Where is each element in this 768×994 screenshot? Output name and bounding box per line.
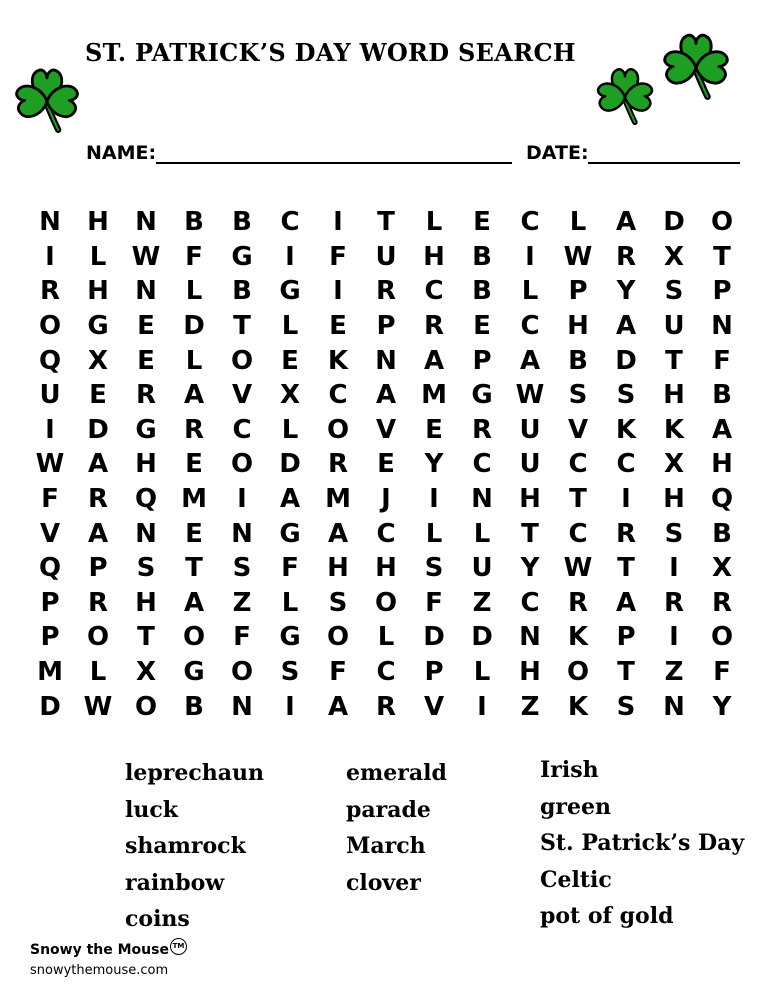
grid-letter: I — [669, 553, 679, 584]
grid-letter: A — [327, 691, 349, 722]
grid-letter: P — [376, 311, 396, 342]
grid-letter: G — [87, 311, 109, 342]
grid-letter: K — [615, 414, 637, 445]
grid-letter: M — [421, 380, 447, 411]
word-list-column-3 — [540, 753, 744, 936]
grid-letter: F — [425, 587, 443, 618]
grid-letter: L — [281, 311, 299, 342]
shamrock-icon — [660, 28, 732, 102]
grid-letter: X — [279, 380, 301, 411]
grid-letter: C — [568, 518, 588, 549]
grid-letter: G — [471, 380, 493, 411]
grid-letter: V — [375, 414, 397, 445]
word-list-item: Irish — [540, 757, 599, 783]
grid-letter: L — [281, 414, 299, 445]
grid-letter: A — [183, 380, 205, 411]
grid-letter: A — [327, 518, 349, 549]
grid-letter: F — [713, 657, 731, 688]
grid-letter: N — [663, 691, 685, 722]
grid-letter: B — [712, 518, 732, 549]
grid-letter: H — [135, 449, 157, 480]
grid-letter: I — [333, 207, 343, 238]
grid-letter: P — [712, 276, 732, 307]
word-list-item: luck — [125, 796, 178, 823]
grid-letter: V — [231, 380, 253, 411]
grid-letter: T — [617, 553, 635, 584]
grid-letter: E — [185, 518, 203, 549]
grid-letter: U — [471, 553, 493, 584]
grid-letter: E — [89, 380, 107, 411]
grid-letter: U — [519, 414, 541, 445]
grid-letter: C — [280, 207, 300, 238]
grid-letter: L — [569, 207, 587, 238]
grid-letter: E — [473, 207, 491, 238]
grid-letter: O — [38, 311, 62, 342]
grid-letter: H — [519, 484, 541, 515]
grid-letter: N — [375, 345, 397, 376]
grid-letter: O — [230, 657, 254, 688]
grid-letter: C — [520, 311, 540, 342]
grid-letter: P — [88, 553, 108, 584]
date-field[interactable] — [588, 162, 740, 164]
grid-letter: Z — [472, 587, 492, 618]
shamrock-icon — [12, 62, 82, 136]
grid-letter: Z — [520, 691, 540, 722]
word-list-item: leprechaun — [125, 760, 264, 786]
grid-letter: D — [39, 691, 61, 722]
word-list-item: pot of gold — [540, 903, 674, 929]
grid-letter: K — [567, 622, 589, 653]
grid-letter: A — [519, 345, 541, 376]
grid-letter: H — [87, 276, 109, 307]
grid-letter: E — [137, 311, 155, 342]
grid-letter: R — [375, 691, 397, 722]
grid-letter: H — [327, 553, 349, 584]
grid-letter: N — [135, 518, 157, 549]
grid-letter: P — [40, 587, 60, 618]
grid-letter: S — [328, 587, 348, 618]
grid-letter: H — [375, 553, 397, 584]
word-list-item: Celtic — [540, 866, 612, 893]
grid-letter: L — [473, 518, 491, 549]
grid-letter: E — [281, 345, 299, 376]
grid-letter: P — [568, 276, 588, 307]
word-list-item: clover — [346, 869, 421, 896]
grid-letter: O — [710, 622, 734, 653]
name-date-fields — [86, 140, 740, 166]
grid-letter: R — [423, 311, 445, 342]
brand-url: snowythemouse.com — [30, 963, 169, 978]
grid-letter: Y — [520, 553, 540, 584]
grid-letter: A — [615, 207, 637, 238]
grid-letter: G — [279, 622, 301, 653]
grid-letter: G — [135, 414, 157, 445]
grid-letter: L — [185, 345, 203, 376]
grid-letter: M — [325, 484, 351, 515]
grid-letter: N — [471, 484, 493, 515]
grid-letter: R — [327, 449, 349, 480]
grid-letter: P — [616, 622, 636, 653]
grid-letter: Q — [38, 345, 62, 376]
word-list-item: emerald — [346, 760, 447, 786]
grid-letter: A — [279, 484, 301, 515]
grid-letter: K — [567, 691, 589, 722]
grid-letter: I — [285, 691, 295, 722]
grid-letter: L — [425, 518, 443, 549]
grid-letter: B — [568, 345, 588, 376]
grid-letter: D — [663, 207, 685, 238]
grid-letter: N — [231, 518, 253, 549]
grid-letter: R — [87, 484, 109, 515]
grid-letter: R — [87, 587, 109, 618]
grid-letter: T — [617, 657, 635, 688]
word-list-item: rainbow — [125, 869, 225, 896]
grid-letter: X — [663, 241, 685, 272]
name-label: NAME: — [86, 142, 157, 164]
grid-letter: E — [329, 311, 347, 342]
word-list-item: St. Patrick’s Day — [540, 830, 745, 856]
grid-letter: F — [713, 345, 731, 376]
grid-letter: R — [615, 518, 637, 549]
trademark-badge: TM — [170, 938, 187, 955]
grid-letter: H — [519, 657, 541, 688]
grid-letter: N — [135, 207, 157, 238]
grid-letter: X — [87, 345, 109, 376]
grid-letter: T — [521, 518, 539, 549]
grid-letter: P — [424, 657, 444, 688]
grid-letter: J — [381, 484, 391, 515]
grid-letter: H — [87, 207, 109, 238]
grid-letter: T — [713, 241, 731, 272]
grid-letter: A — [423, 345, 445, 376]
grid-letter: C — [376, 657, 396, 688]
grid-letter: Y — [712, 691, 732, 722]
grid-letter: N — [519, 622, 541, 653]
grid-letter: C — [328, 380, 348, 411]
grid-letter: O — [86, 622, 110, 653]
grid-letter: R — [183, 414, 205, 445]
grid-letter: H — [135, 587, 157, 618]
grid-letter: O — [710, 207, 734, 238]
grid-letter: X — [135, 657, 157, 688]
brand-name: Snowy the Mouse — [30, 942, 169, 958]
word-list-item: shamrock — [125, 833, 246, 859]
grid-letter: D — [183, 311, 205, 342]
grid-letter: C — [376, 518, 396, 549]
grid-letter: N — [135, 276, 157, 307]
grid-letter: C — [616, 449, 636, 480]
grid-letter: U — [519, 449, 541, 480]
grid-letter: S — [136, 553, 156, 584]
grid-letter: R — [567, 587, 589, 618]
grid-letter: A — [375, 380, 397, 411]
grid-letter: D — [423, 622, 445, 653]
grid-letter: W — [563, 553, 593, 584]
grid-letter: M — [181, 484, 207, 515]
grid-letter: L — [89, 657, 107, 688]
grid-letter: I — [669, 622, 679, 653]
grid-letter: R — [375, 276, 397, 307]
grid-letter: D — [279, 449, 301, 480]
grid-letter: I — [237, 484, 247, 515]
word-search-grid — [26, 205, 746, 725]
grid-letter: B — [184, 207, 204, 238]
grid-letter: E — [425, 414, 443, 445]
grid-letter: G — [183, 657, 205, 688]
grid-letter: N — [39, 207, 61, 238]
grid-letter: U — [375, 241, 397, 272]
brand-logo — [30, 938, 187, 958]
grid-letter: D — [471, 622, 493, 653]
grid-letter: S — [664, 518, 684, 549]
word-list-item: green — [540, 793, 611, 820]
grid-letter: L — [521, 276, 539, 307]
grid-letter: H — [663, 484, 685, 515]
grid-letter: L — [425, 207, 443, 238]
grid-letter: Z — [664, 657, 684, 688]
grid-letter: I — [429, 484, 439, 515]
name-field[interactable] — [156, 162, 512, 164]
grid-letter: F — [281, 553, 299, 584]
grid-letter: N — [711, 311, 733, 342]
grid-letter: A — [615, 587, 637, 618]
grid-letter: S — [568, 380, 588, 411]
grid-letter: T — [665, 345, 683, 376]
grid-letter: N — [231, 691, 253, 722]
grid-letter: R — [663, 587, 685, 618]
grid-letter: K — [663, 414, 685, 445]
grid-letter: X — [711, 553, 733, 584]
word-list-item: March — [346, 833, 426, 859]
grid-letter: H — [423, 241, 445, 272]
grid-letter: F — [41, 484, 59, 515]
grid-letter: C — [568, 449, 588, 480]
grid-letter: U — [39, 380, 61, 411]
grid-letter: F — [329, 241, 347, 272]
grid-letter: X — [663, 449, 685, 480]
grid-letter: R — [615, 241, 637, 272]
grid-letter: V — [423, 691, 445, 722]
word-list-item: coins — [125, 906, 190, 932]
grid-letter: L — [281, 587, 299, 618]
grid-letter: P — [40, 622, 60, 653]
grid-letter: L — [473, 657, 491, 688]
grid-letter: Q — [38, 553, 62, 584]
grid-letter: W — [131, 241, 161, 272]
grid-letter: D — [87, 414, 109, 445]
grid-letter: Q — [710, 484, 734, 515]
word-list-column-2 — [346, 756, 447, 902]
grid-letter: S — [616, 380, 636, 411]
grid-letter: O — [326, 414, 350, 445]
grid-letter: C — [424, 276, 444, 307]
grid-letter: F — [233, 622, 251, 653]
grid-letter: I — [333, 276, 343, 307]
grid-letter: I — [621, 484, 631, 515]
grid-letter: T — [137, 622, 155, 653]
grid-letter: S — [424, 553, 444, 584]
grid-letter: S — [664, 276, 684, 307]
grid-letter: R — [135, 380, 157, 411]
grid-letter: F — [185, 241, 203, 272]
grid-letter: W — [35, 449, 65, 480]
grid-letter: S — [616, 691, 636, 722]
grid-letter: A — [87, 518, 109, 549]
grid-letter: B — [472, 241, 492, 272]
grid-letter: Z — [232, 587, 252, 618]
grid-letter: Y — [424, 449, 444, 480]
grid-letter: I — [477, 691, 487, 722]
grid-letter: B — [712, 380, 732, 411]
grid-letter: O — [326, 622, 350, 653]
grid-letter: I — [525, 241, 535, 272]
grid-letter: O — [134, 691, 158, 722]
grid-letter: B — [232, 207, 252, 238]
grid-letter: T — [185, 553, 203, 584]
grid-letter: I — [45, 414, 55, 445]
grid-letter: B — [184, 691, 204, 722]
page-title: ST. PATRICK’S DAY WORD SEARCH — [85, 38, 576, 67]
grid-letter: A — [87, 449, 109, 480]
shamrock-icon — [594, 62, 656, 128]
grid-letter: V — [567, 414, 589, 445]
grid-letter: Q — [134, 484, 158, 515]
grid-letter: M — [37, 657, 63, 688]
grid-letter: A — [711, 414, 733, 445]
grid-letter: H — [711, 449, 733, 480]
grid-letter: D — [615, 345, 637, 376]
grid-letter: H — [663, 380, 685, 411]
grid-letter: K — [327, 345, 349, 376]
grid-letter: A — [183, 587, 205, 618]
grid-letter: B — [472, 276, 492, 307]
grid-letter: W — [515, 380, 545, 411]
grid-letter: L — [377, 622, 395, 653]
grid-letter: V — [39, 518, 61, 549]
grid-letter: P — [472, 345, 492, 376]
grid-letter: O — [230, 345, 254, 376]
grid-letter: L — [185, 276, 203, 307]
grid-letter: C — [472, 449, 492, 480]
date-label: DATE: — [526, 142, 589, 164]
grid-letter: T — [233, 311, 251, 342]
grid-letter: L — [89, 241, 107, 272]
grid-letter: C — [232, 414, 252, 445]
grid-letter: E — [377, 449, 395, 480]
grid-letter: W — [83, 691, 113, 722]
grid-letter: E — [473, 311, 491, 342]
word-list-item: parade — [346, 796, 431, 823]
grid-letter: O — [182, 622, 206, 653]
grid-letter: G — [279, 276, 301, 307]
grid-letter: H — [567, 311, 589, 342]
grid-letter: C — [520, 207, 540, 238]
grid-letter: R — [711, 587, 733, 618]
grid-letter: U — [663, 311, 685, 342]
grid-letter: O — [230, 449, 254, 480]
grid-letter: T — [377, 207, 395, 238]
grid-letter: Y — [616, 276, 636, 307]
grid-letter: C — [520, 587, 540, 618]
grid-letter: S — [280, 657, 300, 688]
grid-letter: I — [285, 241, 295, 272]
word-list-column-1 — [125, 756, 264, 939]
grid-letter: B — [232, 276, 252, 307]
grid-letter: R — [39, 276, 61, 307]
grid-letter: G — [279, 518, 301, 549]
grid-letter: F — [329, 657, 347, 688]
grid-letter: T — [569, 484, 587, 515]
grid-letter: E — [137, 345, 155, 376]
grid-letter: O — [566, 657, 590, 688]
grid-letter: O — [374, 587, 398, 618]
grid-letter: W — [563, 241, 593, 272]
grid-letter: G — [231, 241, 253, 272]
grid-letter: I — [45, 241, 55, 272]
grid-letter: S — [232, 553, 252, 584]
grid-letter: E — [185, 449, 203, 480]
grid-letter: R — [471, 414, 493, 445]
grid-letter: A — [615, 311, 637, 342]
